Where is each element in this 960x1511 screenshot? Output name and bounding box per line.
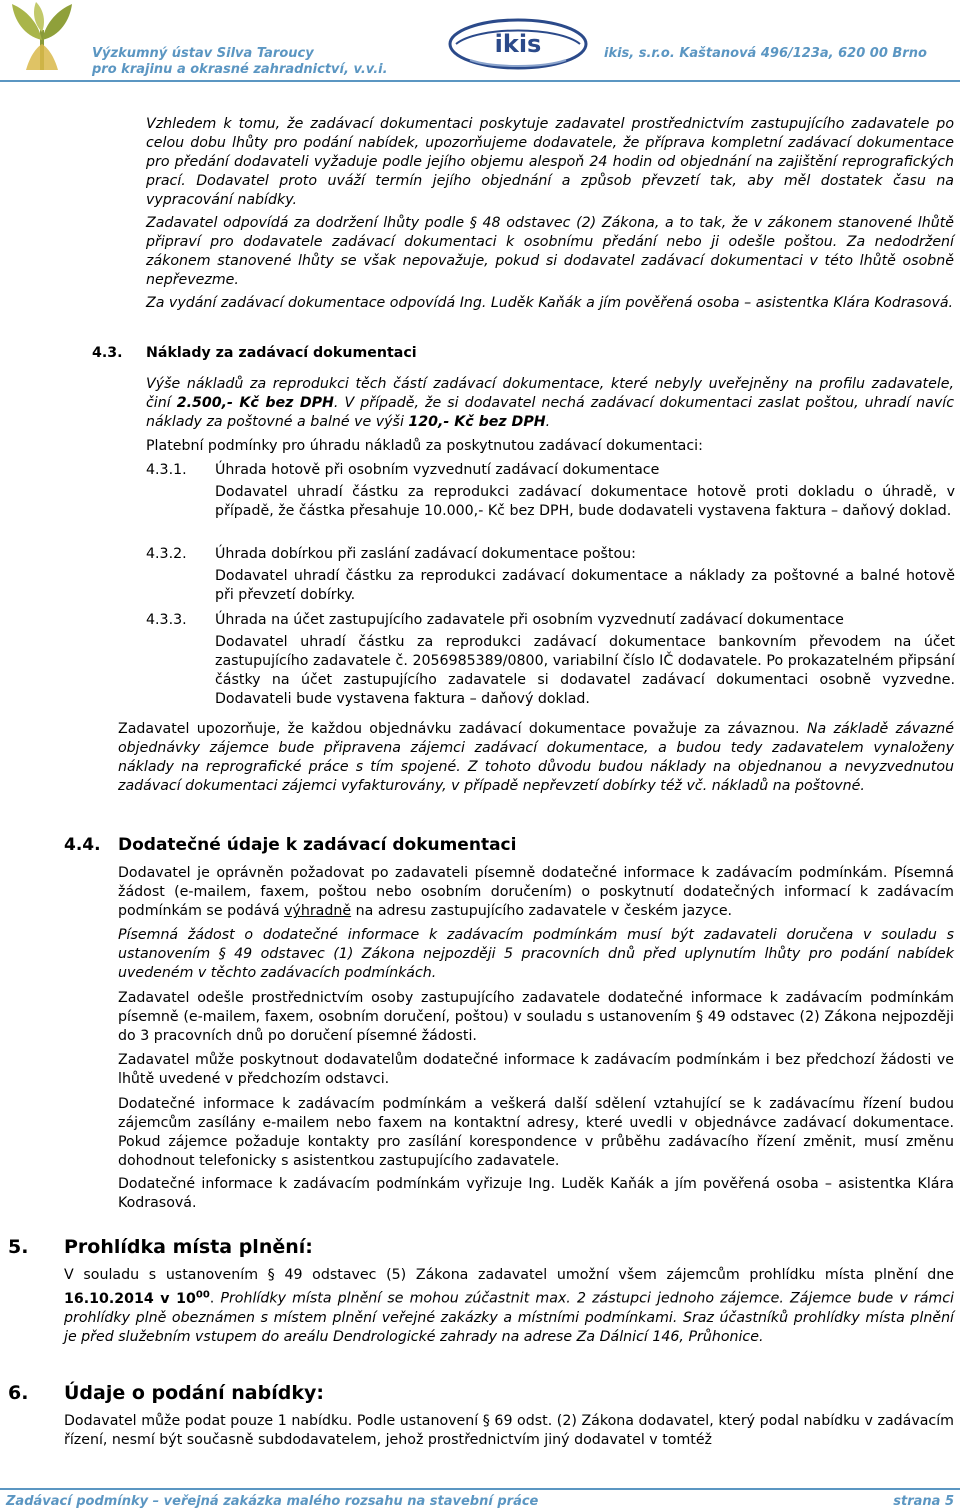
institute-name-line1: Výzkumný ústav Silva Taroucy	[92, 46, 314, 61]
inspection-time-minutes: 00	[195, 1289, 210, 1300]
paragraph: Dodavatel uhradí částku za reprodukci zadávací dokumentace hotově proti dokladu o úhradě, v případě, že částka přesahuje 10.000,- Kč bez DPH, bude dodavateli vystavena faktura – daňový doklad.	[215, 484, 955, 519]
paragraph: Zadavatel odešle prostřednictvím osoby zastupujícího zadavatele dodatečné informace k zadávacím podmínkám písemně (e-mailem, faxem, osobním doručení, poštou) v souladu s ustanovením § 49 odstavec (2) Zákona nejpozději do 3 pracovních dnů po doručení písemné žádosti.	[118, 990, 954, 1044]
paragraph: Zadavatel odpovídá za dodržení lhůty podle § 48 odstavec (2) Zákona, a to tak, že v zákonem stanovené lhůtě připraví pro dodavatele zadávací dokumentaci k osobnímu předání nebo ji odešle poštou. Za nedodržení zákonem stanovené lhůty se však nepovažuje, pokud si dodavatel zadávací dokumentaci v této lhůtě osobně nepřevezme.	[146, 215, 954, 288]
subsection-number: 4.3.2.	[146, 546, 187, 562]
paragraph: Dodavatel uhradí částku za reprodukci zadávací dokumentace bankovním převodem na účet zastupujícího zadavatele č. 2056985389/0800, variabilní číslo IČ dodavatele. Po prokazatelném připsání částky na účet zastupujícího zadavatele si dodavatel zadávací dokumentaci osobně vyzvedne. Dodavateli bude vystavena faktura – daňový doklad.	[215, 634, 955, 707]
subsection-number: 4.3.3.	[146, 612, 187, 628]
paragraph-text: Výše nákladů za reprodukci těch částí zadávací dokumentace, které nebyly uveřejněny na profilu zadavatele, činí	[146, 376, 954, 411]
paragraph: V souladu s ustanovením § 49 odstavec (5) Zákona zadavatel umožní všem zájemcům prohlídku místa plnění dne 16.10.2014 v $10^{00}$. Prohlídky místa plnění se mohou zúčastnit max. 2 zástupci jednoho zájemce. Zájemce bude v rámci prohlídky plně obeznámen s místem plnění veřejné zakázky a místními podmínkami. Sraz účastníků prohlídky místa plnění je před služebním vstupem do areálu Dendrologické zahrady na adrese Za Dálnicí 146, Průhonice.	[64, 1267, 954, 1345]
section-number: 5.	[8, 1236, 29, 1258]
paragraph-text: Zadavatel upozorňuje, že každou objednávku zadávací dokumentace považuje za závaznou.	[118, 721, 800, 737]
ikis-logo-icon	[448, 18, 588, 70]
section-number: 4.3.	[92, 345, 123, 361]
footer-document-title: Zadávací podmínky – veřejná zakázka malého rozsahu na stavební práce	[6, 1494, 539, 1509]
paragraph-text: Dodavatel proto uváží termín jejího objednání a způsob převzetí tak, aby měl dostatek času na vypracování nabídky.	[146, 173, 954, 208]
paragraph: Dodavatel může podat pouze 1 nabídku. Podle ustanovení § 69 odst. (2) Zákona dodavatel, který podal nabídku v zadávacím řízení, nesmí být současně subdodavatelem, jehož prostřednictvím jiný dodavatel v tomtéž	[64, 1413, 954, 1448]
company-address: ikis, s.r.o. Kaštanová 496/123a, 620 00 Brno	[604, 46, 927, 61]
page-header	[0, 0, 960, 85]
paragraph-text: Prohlídky místa plnění se mohou zúčastnit max. 2 zástupci jednoho zájemce. Zájemce bude v rámci prohlídky plně obeznámen s místem plnění veřejné zakázky a místními podmínkami. Sraz účastníků prohlídky místa plnění je před služebním vstupem do areálu Dendrologické zahrady na adrese Za Dálnicí 146, Průhonice.	[64, 1290, 954, 1345]
subsection-title: Úhrada hotově při osobním vyzvednutí zadávací dokumentace	[215, 462, 660, 478]
paragraph-text: Vzhledem k tomu, že zadávací dokumentaci poskytuje zadavatel prostřednictvím zastupujícího zadavatele po celou dobu lhůty pro podání nabídek, upozorňujeme dodavatele, že příprava kompletní zadávací dokumentace pro předání dodavateli vyžaduje podle jejího objemu alespoň 24 hodin od objednání na zajištění reprografických prací.	[146, 116, 954, 189]
price-value: 2.500,- Kč bez DPH	[176, 395, 334, 411]
section-title: Prohlídka místa plnění:	[64, 1236, 313, 1258]
section-number: 4.4.	[64, 835, 101, 855]
paragraph-text: na adresu zastupujícího zadavatele v českém jazyce.	[355, 903, 733, 919]
paragraph-text: V souladu s ustanovením § 49 odstavec (5) Zákona zadavatel umožní všem zájemcům prohlídku místa plnění dne	[64, 1267, 954, 1283]
paragraph: Výše nákladů za reprodukci těch částí zadávací dokumentace, které nebyly uveřejněny na profilu zadavatele, činí 2.500,- Kč bez DPH. V případě, že si dodavatel nechá zadávací dokumentaci zaslat poštou, uhradí navíc náklady za poštovné a balné ve výši 120,- Kč bez DPH.	[146, 376, 955, 430]
header-rule	[0, 80, 960, 82]
ikis-logo-text: ikis	[494, 30, 542, 58]
section-number: 6.	[8, 1382, 29, 1404]
underlined-word: výhradně	[284, 903, 352, 919]
paragraph: Dodavatel uhradí částku za reprodukci zadávací dokumentace a náklady za poštovné a balné hotově při převzetí dobírky.	[215, 568, 955, 603]
paragraph: Písemná žádost o dodatečné informace k zadávacím podmínkám musí být zadavateli doručena v souladu s ustanovením § 49 odstavec (1) Zákona nejpozději 5 pracovních dnů před uplynutím lhůty pro podání nabídek uvedeném v těchto zadávacích podmínkách.	[118, 927, 954, 981]
section-title: Náklady za zadávací dokumentaci	[146, 345, 417, 361]
footer-page-number: strana 5	[893, 1494, 954, 1509]
subsection-title: Úhrada dobírkou při zaslání zadávací dokumentace poštou:	[215, 546, 636, 562]
section-title: Údaje o podání nabídky:	[64, 1382, 324, 1404]
footer-rule	[0, 1488, 960, 1490]
institute-logo-icon	[4, 0, 80, 72]
paragraph: Dodatečné informace k zadávacím podmínkám vyřizuje Ing. Luděk Kaňák a jím pověřená osoba – asistentka Klára Kodrasová.	[118, 1176, 954, 1211]
price-value: 120,- Kč bez DPH	[408, 414, 546, 430]
paragraph: Zadavatel může poskytnout dodavatelům dodatečné informace k zadávacím podmínkám i bez předchozí žádosti ve lhůtě uvedené v předchozím odstavci.	[118, 1052, 954, 1087]
inspection-date	[64, 1291, 210, 1307]
inspection-date-text: 16.10.2014 v 10	[64, 1290, 196, 1307]
paragraph-text: Na základě závazné objednávky zájemce bude připravena zájemci zadávací dokumentace, a budou tedy zadavatelem vynaloženy náklady na reprografické práce s tím spojené. Z tohoto důvodu budou náklady na objednanou a nevyzvednutou zadávací dokumentaci zájemci vyfakturovány, v případě nepřevzetí dobírky též vč. nákladů na poštovné.	[118, 721, 954, 794]
section-title: Dodatečné údaje k zadávací dokumentaci	[118, 835, 517, 855]
paragraph	[146, 115, 954, 210]
paragraph: Platební podmínky pro úhradu nákladů za poskytnutou zadávací dokumentaci:	[146, 438, 703, 454]
subsection-number: 4.3.1.	[146, 462, 187, 478]
institute-name-line2: pro krajinu a okrasné zahradnictví, v.v.i.	[92, 62, 388, 77]
paragraph-text: V případě, že si dodavatel nechá zadávací dokumentaci zaslat poštou, uhradí navíc náklady za poštovné a balné ve výši	[146, 395, 955, 430]
paragraph-text: Dodavatel je oprávněn požadovat po zadavateli písemně dodatečné informace k zadávacím podmínkám. Písemná žádost (e-mailem, faxem, poštou nebo osobním doručením) o poskytnutí dodatečných informací k zadávacím podmínkám se podává	[118, 865, 954, 919]
subsection-title: Úhrada na účet zastupujícího zadavatele při osobním vyzvednutí zadávací dokumentace	[215, 612, 844, 628]
paragraph: Za vydání zadávací dokumentace odpovídá Ing. Luděk Kaňák a jím pověřená osoba – asistentka Klára Kodrasová.	[146, 295, 954, 311]
paragraph	[118, 720, 954, 796]
paragraph: Dodatečné informace k zadávacím podmínkám a veškerá další sdělení vztahující se k zadávacímu řízení budou zájemcům zasílány e-mailem nebo faxem na kontaktní adresy, které uvedli v objednávce zadávací dokumentace. Pokud zájemce požaduje kontakty pro zasílání korespondence v průběhu zadávacího řízení změnit, musí změnu dohodnout telefonicky s asistentkou zastupujícího zadavatele.	[118, 1096, 954, 1169]
paragraph	[118, 864, 954, 921]
